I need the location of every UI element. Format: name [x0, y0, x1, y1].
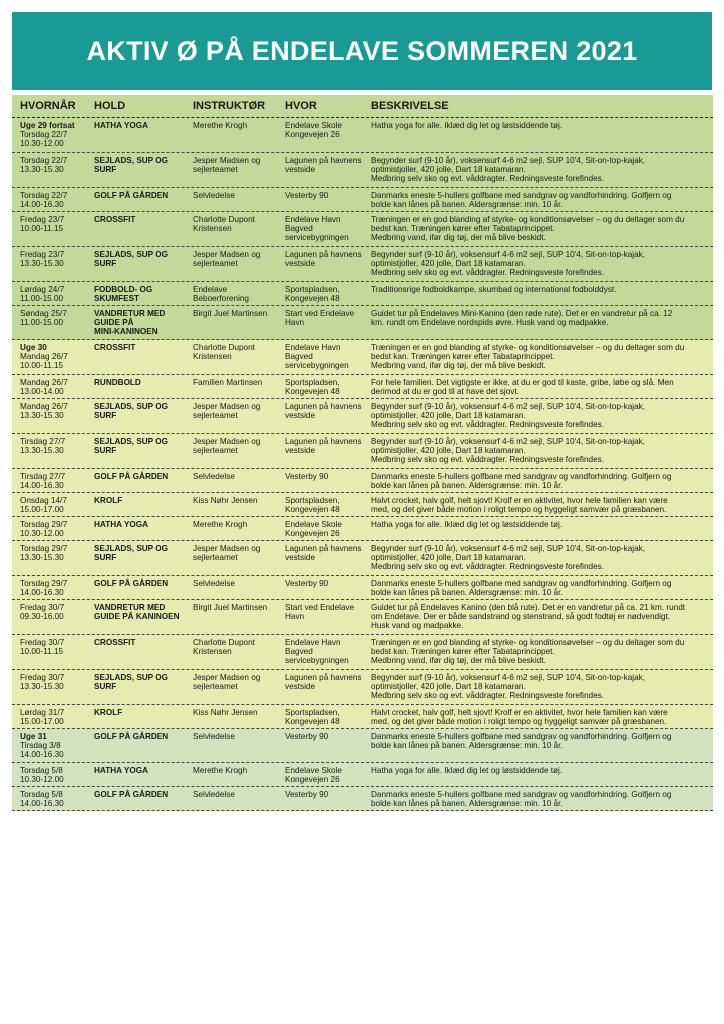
table-row	[12, 212, 713, 247]
when-text: Tirsdag 3/8 14.00-16.30	[20, 741, 64, 760]
cell-team: HATHA YOGA	[94, 520, 148, 529]
when-text: Torsdag 22/7 13.30-15.30	[20, 156, 68, 175]
cell-team: SEJLADS, SUP OG SURF	[94, 250, 169, 269]
when-text: Mandag 26/7 13.00-14.00	[20, 378, 68, 397]
week-label: Uge 29 fortsat	[20, 121, 75, 130]
cell-description: Guidet tur på Endelaves Kanino (den blå rute). Det er en vandretur på ca. 21 km. rundt om Endelave. Der er både sandstrand og stenstrand, så godt fodtøj er nødvendigt. Husk vand og madpakke.	[371, 603, 686, 631]
table-row	[12, 517, 713, 541]
cell-description: Danmarks eneste 5-hullers golfbane med sandgrav og vandforhindring. Golfjern og bolde kan lånes på banen. Aldersgrænse: min. 10 år.	[371, 790, 672, 809]
when-text: Torsdag 29/7 10.30-12.00	[20, 520, 68, 539]
cell-where: Start ved Endelave Havn	[285, 309, 355, 328]
cell-where: Endelave Havn Bagved servicebygningen	[285, 215, 349, 243]
when-text: Torsdag 22/7 10.30-12.00	[20, 130, 68, 149]
cell-team: KROLF	[94, 496, 123, 505]
cell-when	[12, 603, 90, 634]
cell-when	[12, 250, 90, 281]
cell-description: Danmarks eneste 5-hullers golfbane med sandgrav og vandforhindring. Golfjern og bolde kan lånes på banen. Aldersgrænse: min. 10 år.	[371, 472, 672, 491]
cell-description: Begynder surf (9-10 år), voksensurf 4-6 m2 sejl, SUP 10'4, Sit-on-top-kajak, optimistjoller, 420 jolle, Dart 18 katamaran. Medbring selv sko og evt. våddragter. Redningsveste forefindes.	[371, 250, 645, 278]
cell-team: GOLF PÅ GÅRDEN	[94, 732, 169, 741]
cell-instructor: Charlotte Dupont Kristensen	[193, 215, 255, 234]
cell-when	[12, 437, 90, 468]
when-text: Lørdag 31/7 15.00-17.00	[20, 708, 65, 727]
cell-where: Lagunen på havnens vestside	[285, 250, 362, 269]
table-row	[12, 118, 713, 153]
cell-description: Danmarks eneste 5-hullers golfbane med sandgrav og vandforhindring. Golfjern og bolde kan lånes på banen. Aldersgrænse: min. 10 år.	[371, 579, 672, 598]
when-text: Fredag 23/7 10.00-11.15	[20, 215, 65, 234]
cell-when	[12, 790, 90, 810]
cell-where: Vesterby 90	[285, 191, 329, 200]
cell-team: HATHA YOGA	[94, 766, 148, 775]
cell-team: KROLF	[94, 708, 123, 717]
when-text: Torsdag 22/7 14.00-16.30	[20, 191, 68, 210]
cell-description: Hatha yoga for alle. Iklæd dig let og løstsiddende tøj.	[371, 766, 563, 775]
cell-team: HATHA YOGA	[94, 121, 148, 130]
table-row	[12, 340, 713, 375]
cell-team: SEJLADS, SUP OG SURF	[94, 673, 169, 692]
table-row	[12, 153, 713, 188]
cell-instructor: Selvledelse	[193, 579, 235, 588]
table-row	[12, 787, 713, 811]
cell-where: Start ved Endelave Havn	[285, 603, 355, 622]
cell-instructor: Merethe Krogh	[193, 766, 248, 775]
when-text: Lørdag 24/7 11.00-15.00	[20, 285, 65, 304]
cell-instructor: Birgit Juel Martinsen	[193, 309, 268, 318]
cell-when	[12, 378, 90, 398]
cell-description: Begynder surf (9-10 år), voksensurf 4-6 m2 sejl, SUP 10'4, Sit-on-top-kajak, optimistjoller, 420 jolle, Dart 18 katamaran. Medbring selv sko og evt. våddragter. Redningsveste forefindes.	[371, 156, 645, 184]
when-text: Onsdag 14/7 15.00-17.00	[20, 496, 67, 515]
cell-when	[12, 708, 90, 728]
cell-team: SEJLADS, SUP OG SURF	[94, 402, 169, 421]
cell-where: Endelave Skole Kongevejen 26	[285, 766, 342, 785]
when-text: Torsdag 5/8 10.30-12.00	[20, 766, 64, 785]
cell-description: Danmarks eneste 5-hullers golfbane med sandgrav og vandforhindring. Golfjern og bolde kan lånes på banen. Aldersgrænse: min. 10 år.	[371, 191, 672, 210]
cell-where: Sportspladsen, Kongevejen 48	[285, 378, 340, 397]
cell-when	[12, 544, 90, 575]
cell-description: Guidet tur på Endelaves Mini-Kanino (den røde rute). Det er en vandretur på ca. 12 km. rundt om Endelave nordspids øvre. Husk vand og madpakke.	[371, 309, 673, 328]
cell-team: CROSSFIT	[94, 215, 136, 224]
cell-instructor: Selvledelse	[193, 472, 235, 481]
schedule-table	[12, 95, 713, 811]
cell-instructor: Kiss Nøhr Jensen	[193, 496, 258, 505]
week-label: Uge 31	[20, 732, 47, 741]
cell-where: Vesterby 90	[285, 790, 329, 799]
table-row	[12, 399, 713, 434]
cell-where: Lagunen på havnens vestside	[285, 673, 362, 692]
table-row	[12, 282, 713, 306]
table-row	[12, 541, 713, 576]
table-row	[12, 729, 713, 763]
when-text: Torsdag 29/7 13.30-15.30	[20, 544, 68, 563]
header-instructor: INSTRUKTØR	[193, 100, 266, 112]
cell-when	[12, 732, 90, 762]
table-row	[12, 434, 713, 469]
when-text: Tirsdag 27/7 13.30-15.30	[20, 437, 66, 456]
cell-team: CROSSFIT	[94, 638, 136, 647]
cell-description: Traditionsrige fodboldkampe, skumbad og international fodbolddyst.	[371, 285, 617, 294]
cell-when	[12, 343, 90, 374]
cell-description: Halvt crocket, halv golf, helt sjovt! Krolf er en aktivitet, hvor hele familien kan være med, og det giver både motion i roligt tempo og hyggeligt samvær på græsbanen.	[371, 708, 668, 727]
cell-team: GOLF PÅ GÅRDEN	[94, 472, 169, 481]
cell-description: Træningen er en god blanding af styrke- og konditionsøvelser – og du deltager som du bedst kan. Træningen kører efter Tabataprincippet. Medbring vand, ifør dig tøj, der må blive beskidt.	[371, 638, 685, 666]
cell-where: Lagunen på havnens vestside	[285, 402, 362, 421]
cell-instructor: Jesper Madsen og sejlerteamet	[193, 437, 261, 456]
cell-when	[12, 520, 90, 540]
cell-description: Hatha yoga for alle. Iklæd dig let og løstsiddende tøj.	[371, 121, 563, 130]
when-text: Mandag 26/7 10.00-11.15	[20, 352, 68, 371]
cell-where: Vesterby 90	[285, 472, 329, 481]
when-text: Fredag 30/7 09.30-16.00	[20, 603, 65, 622]
cell-where: Lagunen på havnens vestside	[285, 544, 362, 563]
cell-description: Halvt crocket, halv golf, helt sjovt! Krolf er en aktivitet, hvor hele familien kan være med, og det giver både motion i roligt tempo og hyggeligt samvær på græsbanen.	[371, 496, 668, 515]
cell-team: SEJLADS, SUP OG SURF	[94, 437, 169, 456]
cell-instructor: Familien Martinsen	[193, 378, 263, 387]
cell-when	[12, 673, 90, 704]
cell-where: Sportspladsen, Kongevejen 48	[285, 496, 340, 515]
cell-description: Begynder surf (9-10 år), voksensurf 4-6 m2 sejl, SUP 10'4, Sit-on-top-kajak, optimistjoller, 420 jolle, Dart 18 katamaran. Medbring selv sko og evt. våddragter. Redningsveste forefindes.	[371, 402, 645, 430]
cell-instructor: Birgit Juel Martinsen	[193, 603, 268, 612]
cell-when	[12, 215, 90, 246]
cell-when	[12, 496, 90, 516]
table-row	[12, 469, 713, 493]
cell-where: Vesterby 90	[285, 732, 329, 741]
cell-when	[12, 766, 90, 786]
week-label: Uge 30	[20, 343, 47, 352]
table-row	[12, 600, 713, 635]
cell-instructor: Kiss Nøhr Jensen	[193, 708, 258, 717]
cell-instructor: Selvledelse	[193, 732, 235, 741]
cell-instructor: Merethe Krogh	[193, 520, 248, 529]
table-row	[12, 635, 713, 670]
table-row	[12, 493, 713, 517]
cell-description: Træningen er en god blanding af styrke- og konditionsøvelser – og du deltager som du bedst kan. Træningen kører efter Tabataprincippet. Medbring vand, ifør dig tøj, der må blive beskidt.	[371, 343, 685, 371]
cell-team: VANDRETUR MED GUIDE PÅ KANINOEN	[94, 603, 180, 622]
cell-where: Endelave Skole Kongevejen 26	[285, 121, 342, 140]
cell-where: Sportspladsen, Kongevejen 48	[285, 285, 340, 304]
header-description: BESKRIVELSE	[371, 100, 449, 112]
table-row	[12, 375, 713, 399]
title-banner	[12, 12, 712, 90]
cell-description: Danmarks eneste 5-hullers golfbane med sandgrav og vandforhindring. Golfjern og bolde kan lånes på banen. Aldersgrænse: min. 10 år.	[371, 732, 672, 751]
cell-instructor: Jesper Madsen og sejlerteamet	[193, 250, 261, 269]
cell-where: Lagunen på havnens vestside	[285, 156, 362, 175]
cell-where: Sportspladsen, Kongevejen 48	[285, 708, 340, 727]
when-text: Torsdag 29/7 14.00-16.30	[20, 579, 68, 598]
cell-description: Træningen er en god blanding af styrke- og konditionsøvelser – og du deltager som du bedst kan. Træningen kører efter Tabataprincippet. Medbring vand, ifør dig tøj, der må blive beskidt.	[371, 215, 685, 243]
table-row	[12, 576, 713, 600]
cell-description: Begynder surf (9-10 år), voksensurf 4-6 m2 sejl, SUP 10'4, Sit-on-top-kajak, optimistjoller, 420 jolle, Dart 18 katamaran. Medbring selv sko og evt. våddragter. Redningsveste forefindes.	[371, 673, 645, 701]
cell-team: GOLF PÅ GÅRDEN	[94, 790, 169, 799]
cell-when	[12, 285, 90, 305]
cell-description: For hele familien. Det vigtigste er ikke, at du er god til kaste, gribe, løbe og slå. Men derimod at du er god til at have det sjovt.	[371, 378, 674, 397]
cell-instructor: Jesper Madsen og sejlerteamet	[193, 673, 261, 692]
cell-team: SEJLADS, SUP OG SURF	[94, 156, 169, 175]
table-body	[12, 118, 713, 811]
cell-description: Hatha yoga for alle. Iklæd dig let og løstsiddende tøj.	[371, 520, 563, 529]
cell-when	[12, 579, 90, 599]
cell-where: Endelave Havn Bagved servicebygningen	[285, 343, 349, 371]
cell-when	[12, 638, 90, 669]
cell-instructor: Jesper Madsen og sejlerteamet	[193, 156, 261, 175]
when-text: Tirsdag 27/7 14.00-16.30	[20, 472, 66, 491]
cell-team: GOLF PÅ GÅRDEN	[94, 579, 169, 588]
page-title: AKTIV Ø PÅ ENDELAVE SOMMEREN 2021	[86, 35, 638, 66]
when-text: Mandag 26/7 13.30-15.30	[20, 402, 68, 421]
cell-when	[12, 472, 90, 492]
table-header	[12, 95, 713, 118]
cell-when	[12, 121, 90, 152]
table-row	[12, 670, 713, 705]
cell-instructor: Merethe Krogh	[193, 121, 248, 130]
cell-where: Vesterby 90	[285, 579, 329, 588]
cell-team: VANDRETUR MED GUIDE PÅ MINI-KANINOEN	[94, 309, 166, 337]
header-team: HOLD	[94, 100, 126, 112]
table-row	[12, 247, 713, 282]
cell-instructor: Charlotte Dupont Kristensen	[193, 343, 255, 362]
cell-description: Begynder surf (9-10 år), voksensurf 4-6 m2 sejl, SUP 10'4, Sit-on-top-kajak, optimistjoller, 420 jolle, Dart 18 katamaran. Medbring selv sko og evt. våddragter. Redningsveste forefindes.	[371, 544, 645, 572]
header-when: HVORNÅR	[20, 100, 76, 112]
when-text: Torsdag 5/8 14.00-16.30	[20, 790, 64, 809]
cell-team: FODBOLD- OG SKUMFEST	[94, 285, 153, 304]
cell-team: CROSSFIT	[94, 343, 136, 352]
cell-instructor: Jesper Madsen og sejlerteamet	[193, 544, 261, 563]
cell-instructor: Charlotte Dupont Kristensen	[193, 638, 255, 657]
cell-when	[12, 156, 90, 187]
cell-when	[12, 309, 90, 339]
table-row	[12, 306, 713, 340]
cell-instructor: Selvledelse	[193, 790, 235, 799]
when-text: Fredag 30/7 10.00-11.15	[20, 638, 65, 657]
when-text: Søndag 25/7 11.00-15.00	[20, 309, 67, 328]
cell-description: Begynder surf (9-10 år), voksensurf 4-6 m2 sejl, SUP 10'4, Sit-on-top-kajak, optimistjoller, 420 jolle, Dart 18 katamaran. Medbring selv sko og evt. våddragter. Redningsveste forefindes.	[371, 437, 645, 465]
cell-instructor: Endelave Beboerforening	[193, 285, 249, 304]
cell-where: Endelave Havn Bagved servicebygningen	[285, 638, 349, 666]
header-where: HVOR	[285, 100, 317, 112]
cell-team: RUNDBOLD	[94, 378, 141, 387]
cell-team: SEJLADS, SUP OG SURF	[94, 544, 169, 563]
table-row	[12, 705, 713, 729]
table-row	[12, 188, 713, 212]
cell-instructor: Jesper Madsen og sejlerteamet	[193, 402, 261, 421]
cell-where: Endelave Skole Kongevejen 26	[285, 520, 342, 539]
cell-instructor: Selvledelse	[193, 191, 235, 200]
when-text: Fredag 23/7 13.30-15.30	[20, 250, 65, 269]
cell-when	[12, 402, 90, 433]
cell-where: Lagunen på havnens vestside	[285, 437, 362, 456]
table-row	[12, 763, 713, 787]
cell-team: GOLF PÅ GÅRDEN	[94, 191, 169, 200]
when-text: Fredag 30/7 13.30-15.30	[20, 673, 65, 692]
cell-when	[12, 191, 90, 211]
